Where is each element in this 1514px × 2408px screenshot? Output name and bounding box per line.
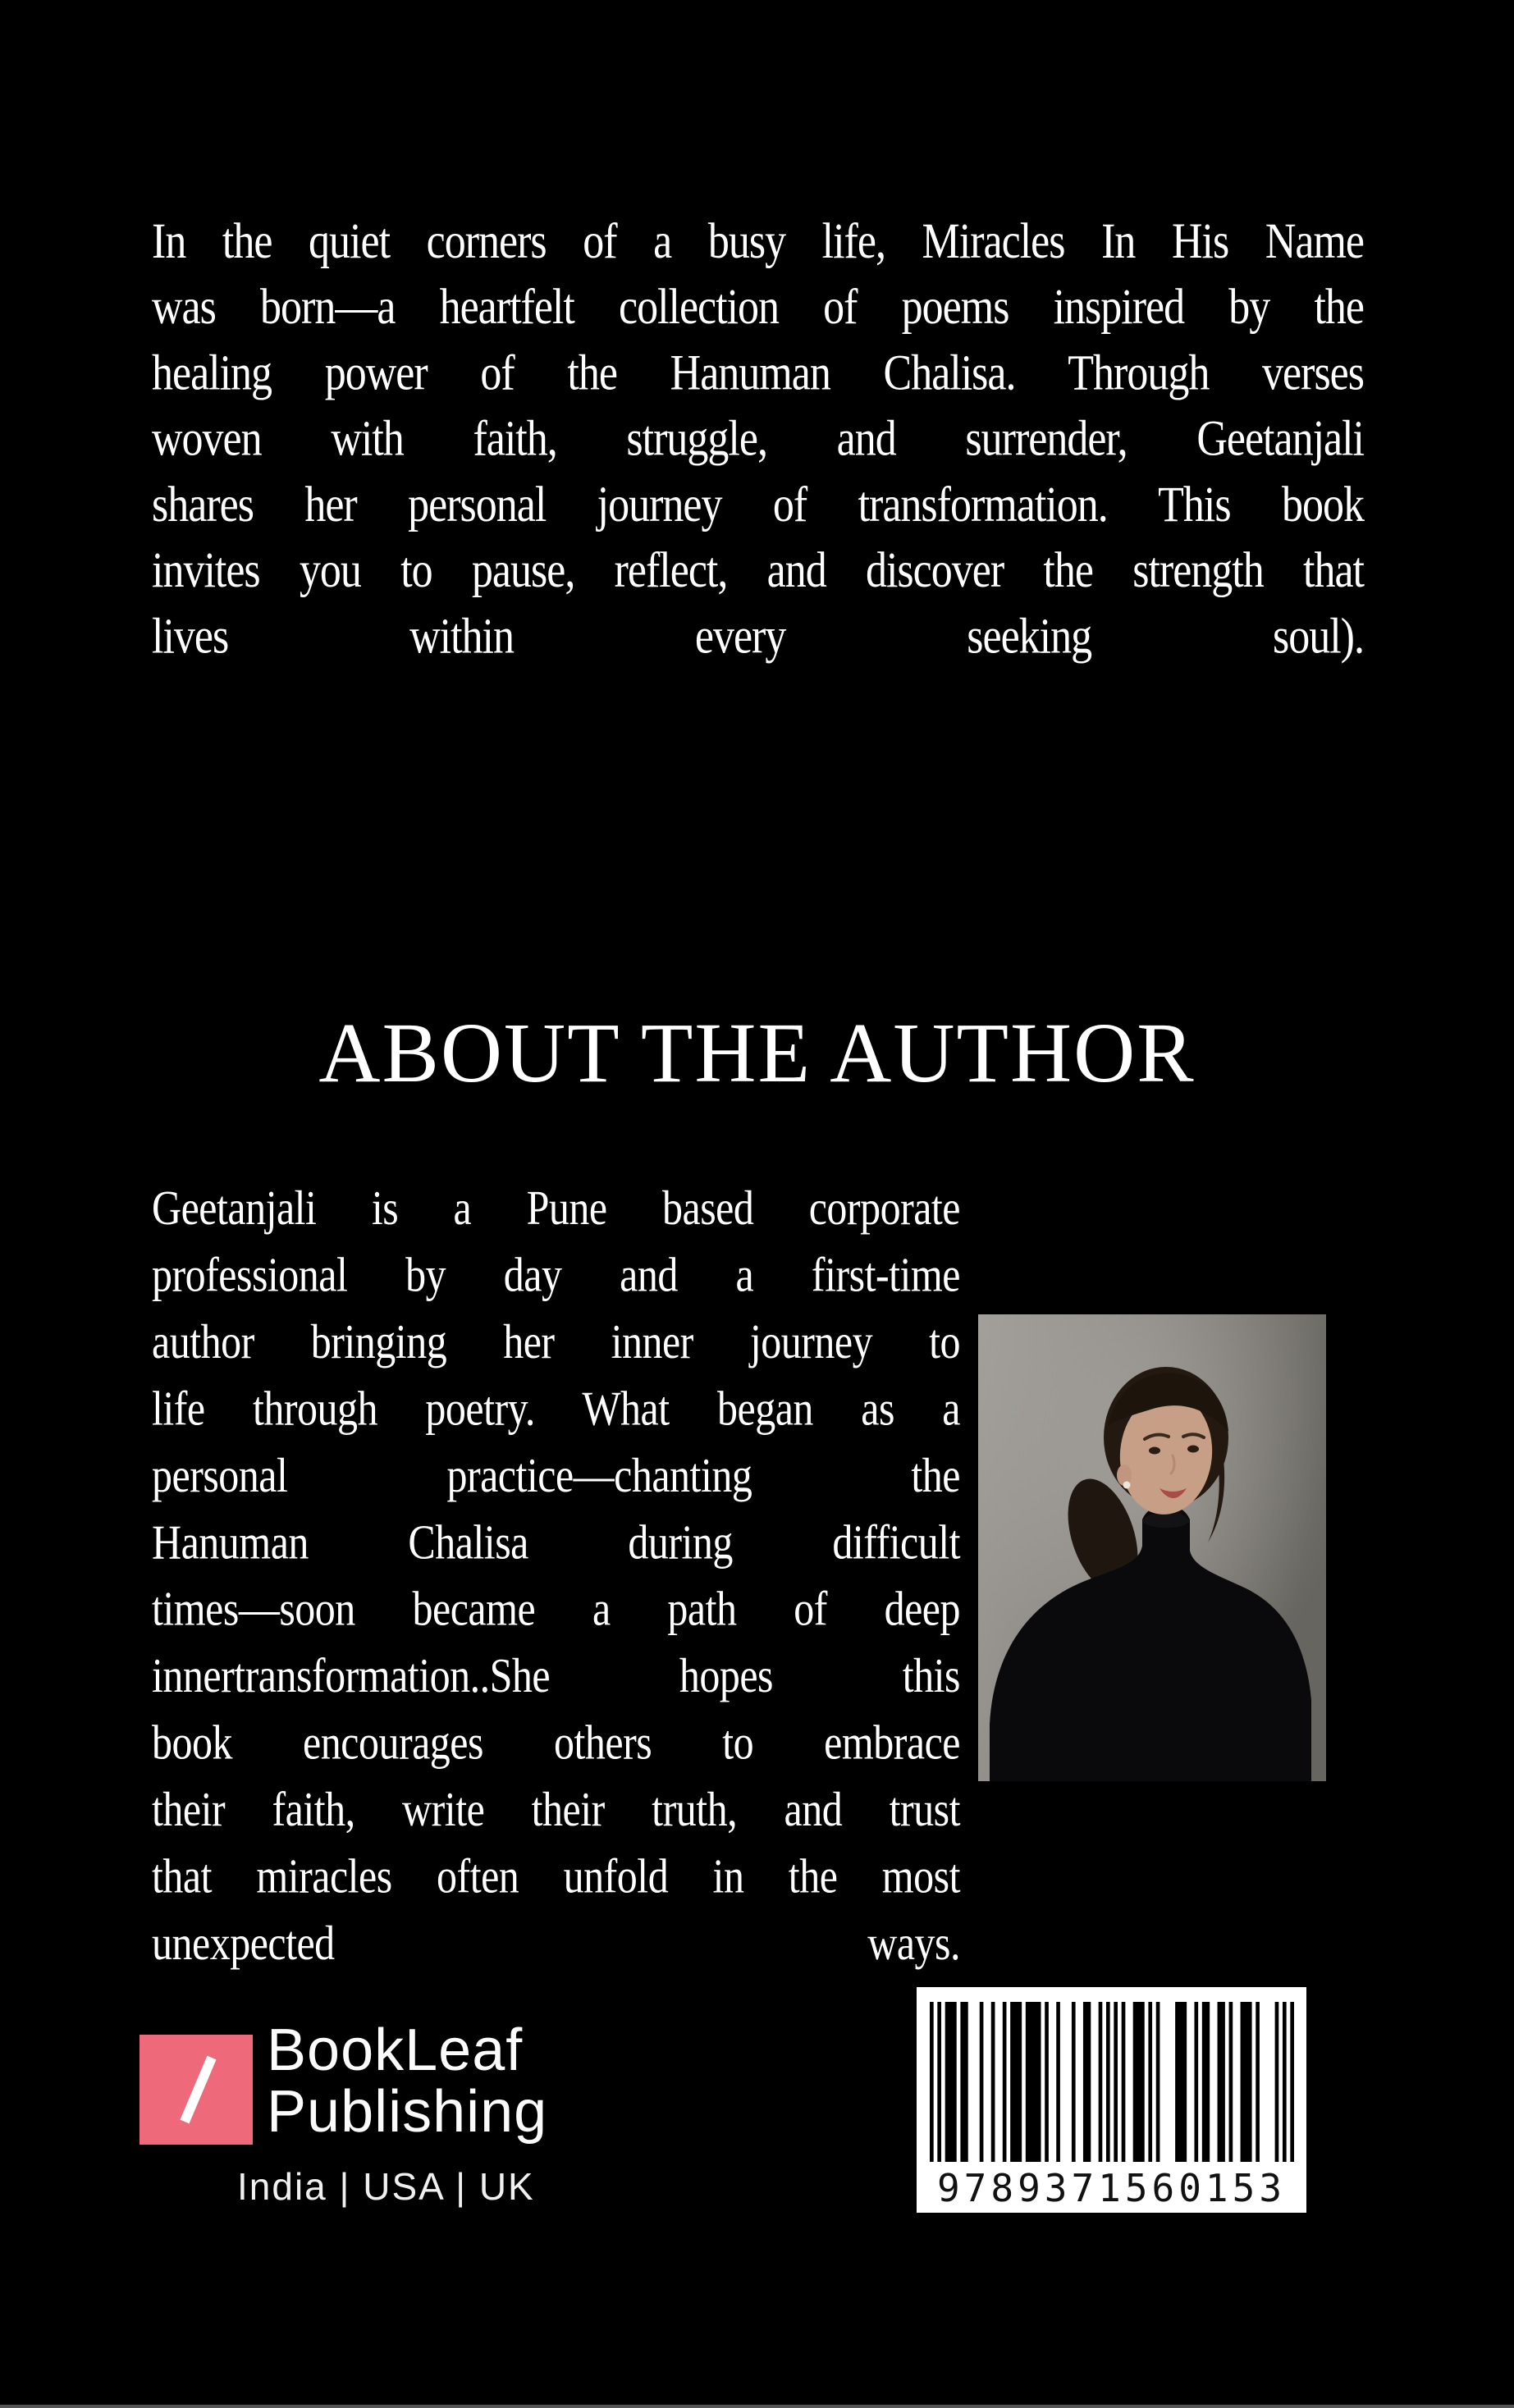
eye-right xyxy=(1187,1446,1199,1453)
synopsis-line: invites you to pause, reflect, and discover the strength that xyxy=(152,543,1364,599)
barcode-bars xyxy=(930,2002,1294,2162)
isbn-barcode xyxy=(917,1987,1306,2213)
publisher-logo-slash-icon xyxy=(140,2035,253,2145)
publisher-name xyxy=(267,2017,548,2145)
synopsis-line: lives within every seeking soul). xyxy=(152,609,1364,665)
bio-line: that miracles often unfold in the most xyxy=(152,1848,960,1903)
bio-line: unexpected ways. xyxy=(152,1915,960,1970)
bio-line: times—soon became a path of deep xyxy=(152,1581,960,1636)
bio-line: innertransformation..She hopes this xyxy=(152,1648,960,1703)
bio-line: Geetanjali is a Pune based corporate xyxy=(152,1181,960,1236)
bio-line: author bringing her inner journey to xyxy=(152,1314,960,1368)
eye-left xyxy=(1149,1447,1160,1455)
bio-line: life through poetry. What began as a xyxy=(152,1381,960,1436)
synopsis-line: healing power of the Hanuman Chalisa. Through verses xyxy=(152,345,1364,401)
earring xyxy=(1123,1482,1131,1489)
bio-line: professional by day and a first-time xyxy=(152,1247,960,1302)
synopsis-line: woven with faith, struggle, and surrender, Geetanjali xyxy=(152,411,1364,467)
publisher-name-line1: BookLeaf xyxy=(267,2017,524,2083)
bio-line: their faith, write their truth, and trust xyxy=(152,1781,960,1836)
bio-line: personal practice—chanting the xyxy=(152,1447,960,1502)
about-the-author-heading: ABOUT THE AUTHOR xyxy=(318,1006,1196,1100)
synopsis-line: was born—a heartfelt collection of poems inspired by the xyxy=(152,280,1364,336)
author-bio-paragraph xyxy=(152,1175,960,1976)
bio-line: Hanuman Chalisa during difficult xyxy=(152,1515,960,1570)
synopsis-paragraph xyxy=(152,209,1364,670)
publisher-name-line2: Publishing xyxy=(267,2079,548,2145)
author-photo xyxy=(978,1314,1326,1781)
bio-line: book encourages others to embrace xyxy=(152,1715,960,1770)
synopsis-line: shares her personal journey of transformation. This book xyxy=(152,477,1364,533)
author-photo-graphic xyxy=(978,1314,1326,1781)
synopsis-line: In the quiet corners of a busy life, Miracles In His Name xyxy=(152,213,1364,270)
publisher-regions: India | USA | UK xyxy=(237,2165,535,2208)
publisher-logo-square xyxy=(140,2035,253,2145)
barcode-number: 9789371560153 xyxy=(936,2166,1287,2210)
scan-edge-line xyxy=(0,2405,1514,2408)
